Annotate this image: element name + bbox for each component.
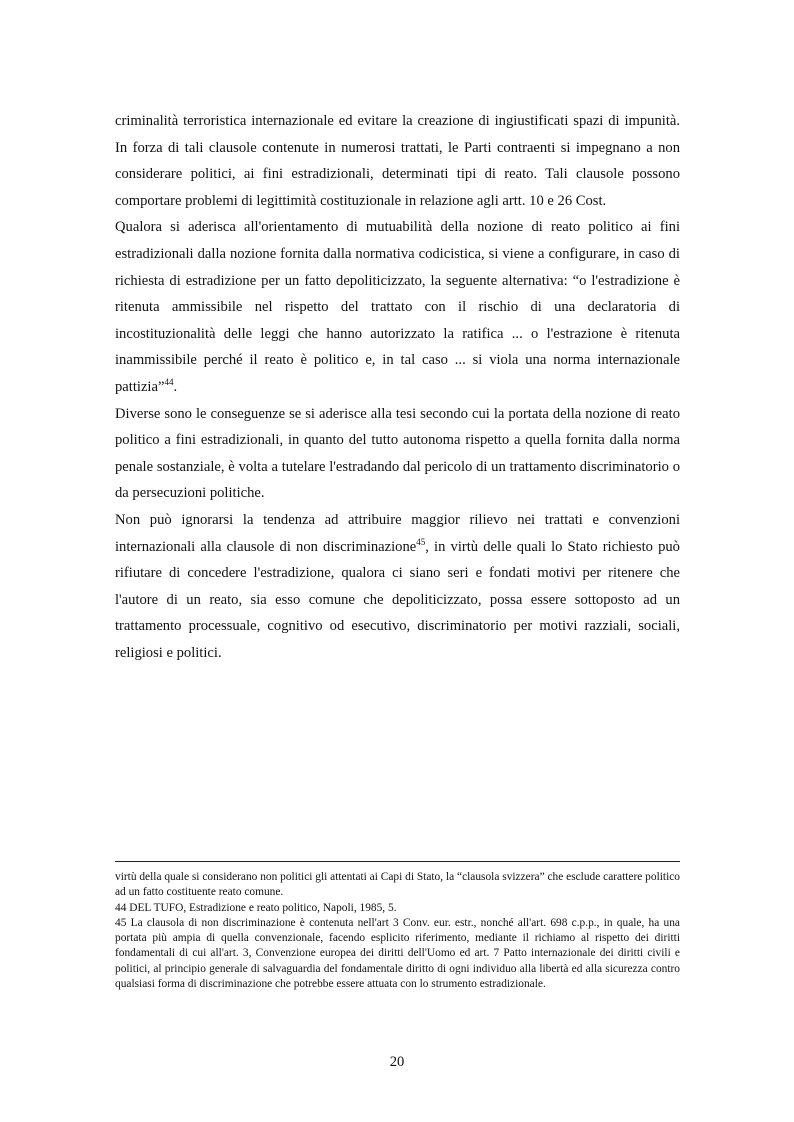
footnote-separator (115, 861, 680, 862)
paragraph-1: criminalità terroristica internazionale ed evitare la creazione di ingiustificati spazi di impunità. In forza di tali clausole contenute in numerosi trattati, le Parti contraenti si impegnano a non considerare politici, ai fini estradizionali, determinati tipi di reato. Tali clausole possono comportare problemi di legittimità costituzionale in relazione agli artt. 10 e 26 Cost. (115, 113, 680, 209)
paragraph-2-end: . (173, 378, 178, 395)
paragraph-4-text-a: Non può ignorarsi la tendenza ad attribuire maggior rilievo nei trattati e convenzioni internazionali alla clausole di non discriminazione (115, 511, 680, 555)
body-text (115, 108, 680, 666)
paragraph-2 (115, 214, 680, 400)
footnote-ref-44[interactable]: 44 (164, 376, 174, 387)
paragraph-4-text-b: , in virtù delle quali lo Stato richiesto può rifiutare di concedere l'estradizione, qualora ci siano seri e fondati motivi per ritenere che l'autore di un reato, sia esso comune che depoliticizzato, possa essere sottoposto ad un trattamento processuale, cognitivo od esecutivo, discriminatorio per motivi razziali, sociali, religiosi e politici. (115, 538, 680, 661)
footnote-continued: virtù della quale si considerano non politici gli attentati ai Capi di Stato, la “clausola svizzera” che esclude carattere politico ad un fatto costituente reato comune. (115, 871, 680, 899)
paragraph-3: Diverse sono le conseguenze se si aderisce alla tesi secondo cui la portata della nozione di reato politico a fini estradizionali, in quanto del tutto autonoma rispetto a quella fornita dalla norma penale sostanziale, è volta a tutelare l'estradando dal pericolo di un trattamento discriminatorio o da persecuzioni politiche. (115, 405, 680, 502)
footnote-45: 45 La clausola di non discriminazione è contenuta nell'art 3 Conv. eur. estr., nonché all'art. 698 c.p.p., in quale, ha una portata più ampia di quella convenzionale, facendo esplicito riferimento, mediante il richiamo al rispetto dei diritti fondamentali di cui all'art. 3, Convenzione europea dei diritti dell'Uomo ed art. 7 Patto internazionale dei diritti civili e politici, al principio generale di salvaguardia del fondamentale diritto di ogni individuo alla libertà ed alla sicurezza contro qualsiasi forma di discriminazione che potrebbe essere attuata con lo strumento estradizionale. (115, 916, 680, 991)
paragraph-2-text: Qualora si aderisca all'orientamento di mutuabilità della nozione di reato politico ai fini estradizionali dalla nozione fornita dalla normativa codicistica, si viene a configurare, in caso di richiesta di estradizione per un fatto depoliticizzato, la seguente alternativa: “o l'estradizione è ritenuta ammissibile nel rispetto del trattato con il rischio di una declaratoria di incostituzionalità delle leggi che hanno autorizzato la ratifica ... o l'estrazione è ritenuta inammissibile perché il reato è politico e, in tal caso ... si viola una norma internazionale pattizia” (115, 219, 680, 395)
footnote-44: 44 DEL TUFO, Estradizione e reato politico, Napoli, 1985, 5. (115, 901, 397, 914)
footnotes (115, 870, 680, 992)
footnote-ref-45[interactable]: 45 (416, 536, 426, 547)
paragraph-4 (115, 507, 680, 667)
page-number: 20 (389, 1054, 405, 1070)
